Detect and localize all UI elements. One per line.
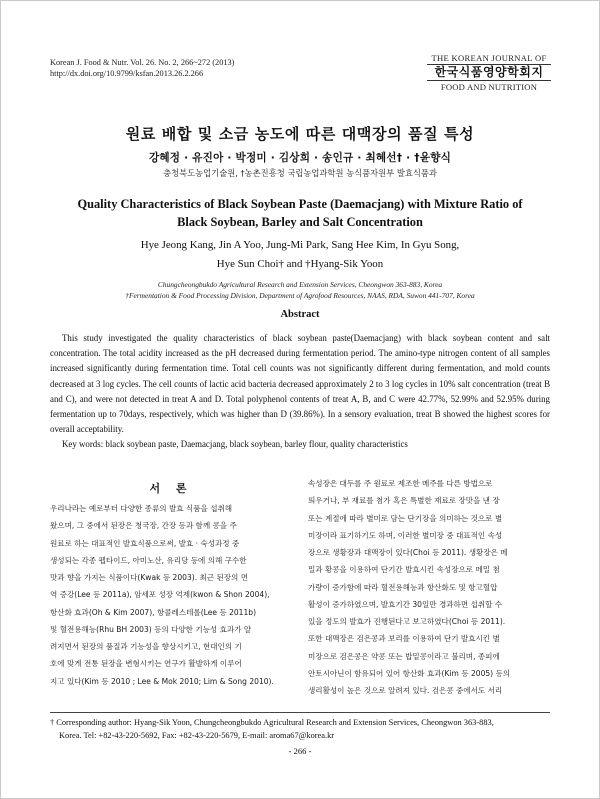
english-authors <box>40 236 560 274</box>
journal-logo-box <box>427 53 551 92</box>
korean-authors: 강혜정 · 유진아 · 박정미 · 김상희 · 송인규 · 최혜선† · †윤향식 <box>148 152 452 164</box>
korean-title: 원료 배합 및 소금 농도에 따른 대맥장의 품질 특성 <box>125 125 475 143</box>
body-text-line: 및 혈전용해능(Rhu BH 2003) 등의 다양한 기능성 효과가 알 <box>50 624 252 634</box>
english-title <box>40 195 560 231</box>
english-title-line2: Black Soybean, Barley and Salt Concentration <box>177 215 423 229</box>
body-text-line: 가량이 증가함에 따라 혈전용해능과 항산화도 및 항고혈압 <box>308 582 498 592</box>
body-text-line: 항산화 효과(Oh & Kim 2007), 항콜레스테롤(Lee 등 2011b) <box>50 607 257 617</box>
footnote-line1: † Corresponding author: Hyang-Sik Yoon, Chungcheongbukdo Agricultural Research and Extension Services, Cheongwon 363-883, <box>50 718 494 727</box>
body-text-line: 또는 계절에 따라 별미로 담는 단기장을 의미하는 것으로 별 <box>308 513 503 523</box>
body-text-line: 장으로 생황장과 대맥장이 있다(Choi 등 2011). 생황장은 메 <box>308 548 508 557</box>
keywords: Key words: black soybean paste, Daemacjang, black soybean, barley flour, quality characteristics <box>62 439 408 449</box>
english-affiliation-line1: Chungcheongbukdo Agricultural Research and Extension Services, Cheongwon 363-883, Korea <box>157 280 443 289</box>
body-text-line: 왔으며, 그 중에서 된장은 청국장, 간장 등과 함께 콩을 주 <box>50 521 237 531</box>
journal-box-ko: 한국식품영양학회지 <box>434 65 544 79</box>
body-text-line: 생성되는 각종 펩타이드, 아미노산, 유리당 등에 의해 구수한 <box>50 555 247 565</box>
body-text-line: 미장으로 검은콩은 약콩 또는 밥밑콩이라고 불리며, 종피에 <box>308 651 500 661</box>
korean-affiliation: 충청북도농업기술원, †농촌진흥청 국립농업과학원 농식품자원부 발효식품과 <box>163 168 437 178</box>
journal-citation <box>50 57 234 79</box>
corresponding-author-footnote <box>50 716 555 742</box>
introduction-left-column <box>50 500 274 690</box>
body-text-line: 활성이 증가하였으며, 발효기간 30일만 경과하면 섭취할 수 <box>308 599 503 609</box>
journal-line: Korean J. Food & Nutr. Vol. 26. No. 2, 266~272 (2013) <box>50 58 235 67</box>
body-text-line: 또한 대맥장은 검은콩과 보리를 이용하여 단기 발효시킨 별 <box>308 634 500 644</box>
body-text-line: 생리활성이 높은 것으로 알려져 있다. 검은콩 중에서도 서리 <box>308 686 503 695</box>
body-text-line: 안토시아닌이 함유되어 있어 항산화 효과(Kim 등 2005) 등의 <box>308 668 511 678</box>
body-text-line: 띄우거나, 부 재료를 첨가 혹은 특별한 재료로 장맛을 낸 장 <box>308 496 500 506</box>
body-text-line: 있을 정도의 발효가 진행된다고 보고하였다(Choi 등 2011). <box>308 617 506 626</box>
body-text-line: 미장이라 표기하기도 하며, 이러한 별미장 중 대표적인 속성 <box>308 530 503 540</box>
english-authors-line2: Hye Sun Choi† and †Hyang-Sik Yoon <box>216 258 384 270</box>
body-text-line: 우리나라는 예로부터 다양한 종류의 발효 식품을 섭취해 <box>50 504 233 513</box>
body-text-line: 호에 맞게 전통 된장을 변형시키는 연구가 활발하게 이루어 <box>50 659 242 669</box>
abstract-heading: Abstract <box>280 309 320 320</box>
footnote-line2: Korea. Tel: +82-43-220-5692, Fax: +82-43-220-5679, E-mail: aroma67@korea.kr <box>59 731 335 740</box>
page-number: - 266 - <box>288 746 312 756</box>
introduction-right-column <box>308 475 510 699</box>
abstract-text: This study investigated the quality characteristics of black soybean paste(Daemacjang) with black soybean content and salt concentration. The total acidity increased as the pH decreased during fermentation period. The amino-type nitrogen content of all samples increased significantly during fermentation time. Total cell counts was not significantly different during fermentation, and mold counts decreased at 3 log cycles. The cell counts of lactic acid bacteria decreased approximately 2 to 3 log cycles in 10% salt concentration (treat B and C), and were not detected in treat A and D. Total polyphenol contents of treat A, B, and C were 42.77%, 52.99% and 52.95% during fermentation up to 70days, respectively, which was higher than D (39.86%). In a sensory evaluation, treat B showed the highest scores for overall acceptability. <box>50 333 550 435</box>
body-text-line: 맛과 향을 가지는 식품이다(Kwak 등 2003). 최근 된장의 면 <box>50 573 249 582</box>
footnote-divider <box>50 712 550 713</box>
english-authors-line1: Hye Jeong Kang, Jin A Yoo, Jung-Mi Park, Sang Hee Kim, In Gyu Song, <box>140 239 460 251</box>
body-text-line: 역 증강(Lee 등 2011a), 암세포 성장 억제(kwon & Shon 2004), <box>50 590 270 600</box>
introduction-heading: 서 론 <box>149 482 193 495</box>
journal-box-en-top: THE KOREAN JOURNAL OF <box>427 53 551 65</box>
english-affiliation <box>40 279 560 301</box>
doi-link[interactable]: http://dx.doi.org/10.9799/ksfan.2013.26.2.266 <box>50 69 204 78</box>
body-text-line: 원료로 하는 대표적인 발효식품으로써, 발효 · 숙성과정 중 <box>50 538 240 548</box>
body-text-line: 려지면서 된장의 품질과 기능성을 향상시키고, 현대인의 기 <box>50 642 242 651</box>
body-text-line: 속성장은 대두를 주 원료로 제조한 메주를 다른 방법으로 <box>308 479 493 488</box>
body-text-line: 밀과 황콩을 이용하여 단기간 발효시킨 속성장으로 메밀 첨 <box>308 565 500 575</box>
journal-box-en-bottom: FOOD AND NUTRITION <box>427 80 551 92</box>
english-affiliation-line2: †Fermentation & Food Processing Division, Department of Agrofood Resources, NAAS, RDA, Suwon 441-707, Korea <box>125 291 475 300</box>
body-text-line: 지고 있다(Kim 등 2010 ; Lee & Mok 2010; Lim & Song 2010). <box>50 676 274 686</box>
english-title-line1: Quality Characteristics of Black Soybean Paste (Daemacjang) with Mixture Ratio of <box>77 197 523 211</box>
